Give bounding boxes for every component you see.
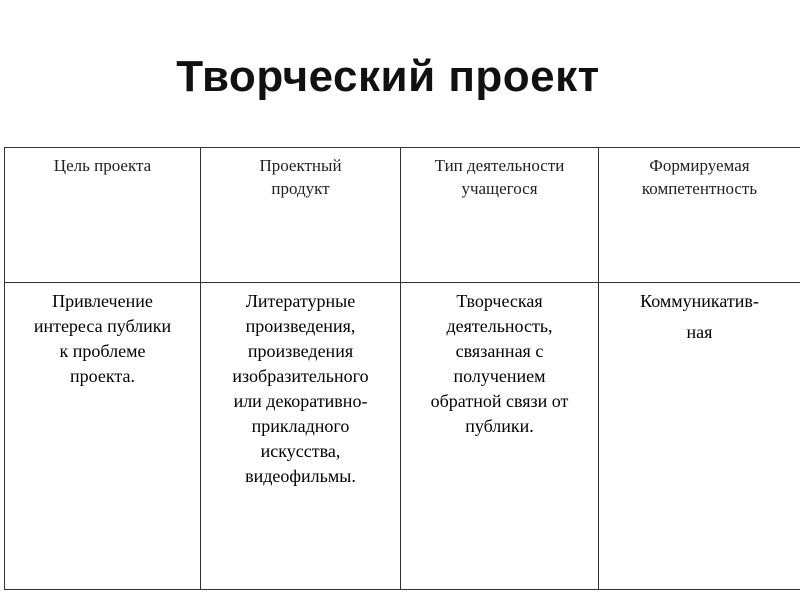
cell-competence: Коммуникатив- ная [599,283,800,590]
header-activity-type: Тип деятельности учащегося [401,148,599,283]
project-table [4,147,800,590]
header-product: Проектный продукт [201,148,401,283]
cell-activity-type: Творческая деятельность, связанная с получением обратной связи от публики. [401,283,599,590]
table-row [5,283,800,590]
cell-goal: Привлечение интереса публики к проблеме проекта. [5,283,201,590]
slide-title: Творческий проект [176,52,600,101]
table-header-row [5,148,800,283]
header-goal: Цель проекта [5,148,201,283]
header-competence: Формируемая компетентность [599,148,800,283]
cell-product: Литературные произведения, произведения изобразительного или декоративно- прикладного искусства, видеофильмы. [201,283,401,590]
